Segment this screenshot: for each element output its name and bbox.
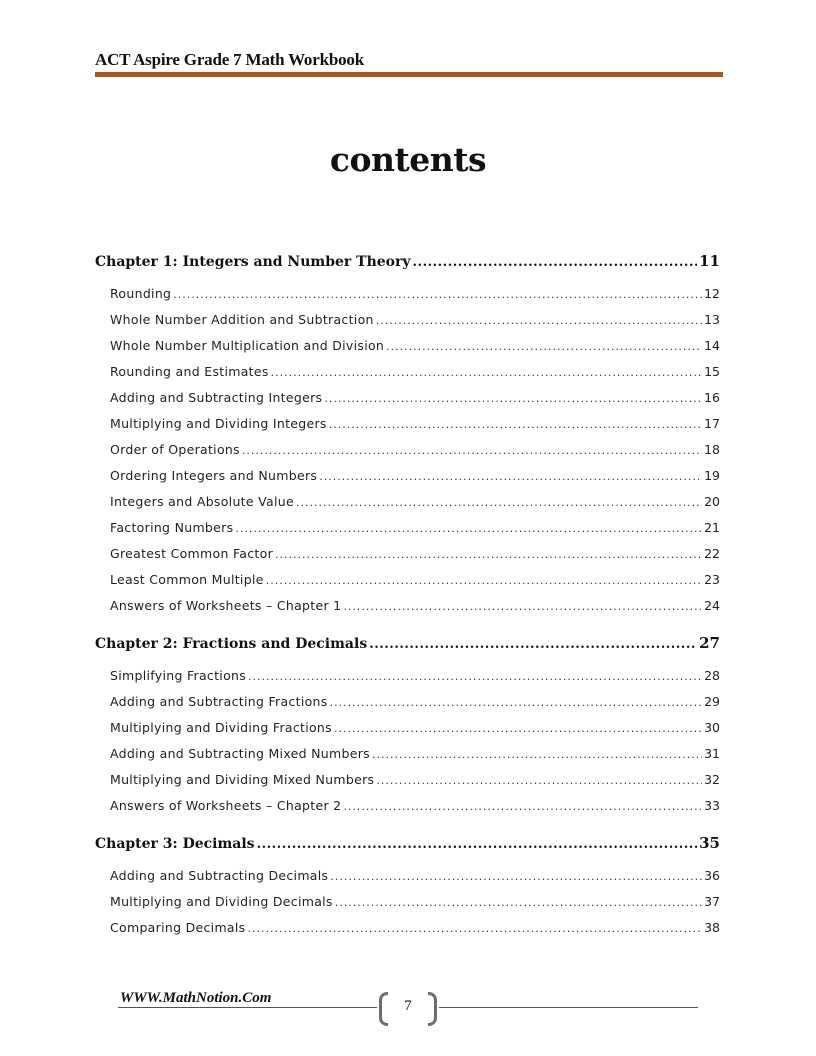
toc-entry[interactable] — [110, 694, 720, 720]
dot-leader — [376, 314, 702, 327]
table-of-contents — [95, 252, 720, 956]
entry-title: Least Common Multiple — [110, 572, 264, 587]
toc-entry[interactable] — [110, 364, 720, 390]
dot-leader — [386, 340, 702, 353]
entry-page-number: 12 — [704, 286, 720, 301]
entry-title: Whole Number Addition and Subtraction — [110, 312, 374, 327]
entry-title: Multiplying and Dividing Fractions — [110, 720, 332, 735]
dot-leader — [334, 722, 702, 735]
entry-title: Order of Operations — [110, 442, 240, 457]
entry-title: Rounding and Estimates — [110, 364, 269, 379]
entry-title: Simplifying Fractions — [110, 668, 247, 683]
dot-leader — [343, 600, 702, 613]
chapter-page-number: 27 — [699, 634, 720, 652]
toc-entry[interactable] — [110, 546, 720, 572]
entry-page-number: 16 — [704, 390, 720, 405]
dot-leader — [330, 870, 702, 883]
entry-page-number: 30 — [704, 720, 720, 735]
entry-page-number: 37 — [704, 894, 720, 909]
entry-page-number: 36 — [704, 868, 720, 883]
entry-title: Adding and Subtracting Decimals — [110, 868, 329, 883]
entry-title: Rounding — [110, 286, 172, 301]
dot-leader — [235, 522, 702, 535]
entry-page-number: 22 — [704, 546, 720, 561]
entry-page-number: 19 — [704, 468, 720, 483]
dot-leader — [173, 288, 702, 301]
entry-page-number: 31 — [704, 746, 720, 761]
chapter-1-entries — [95, 286, 720, 624]
entry-page-number: 38 — [704, 920, 720, 935]
toc-chapter-2[interactable] — [95, 634, 720, 660]
toc-entry[interactable] — [110, 772, 720, 798]
entry-title: Adding and Subtracting Fractions — [110, 694, 328, 709]
toc-entry[interactable] — [110, 598, 720, 624]
chapter-title: Chapter 2: Fractions and Decimals — [95, 636, 368, 652]
toc-chapter-3[interactable] — [95, 834, 720, 860]
entry-title: Greatest Common Factor — [110, 546, 274, 561]
dot-leader — [372, 748, 702, 761]
toc-entry[interactable] — [110, 468, 720, 494]
toc-entry[interactable] — [110, 668, 720, 694]
dot-leader — [296, 496, 702, 509]
entry-page-number: 17 — [704, 416, 720, 431]
dot-leader — [343, 800, 702, 813]
entry-page-number: 20 — [704, 494, 720, 509]
toc-entry[interactable] — [110, 286, 720, 312]
footer-page-box — [377, 992, 439, 1022]
entry-page-number: 23 — [704, 572, 720, 587]
header-rule — [95, 72, 723, 77]
dot-leader — [242, 444, 702, 457]
toc-entry[interactable] — [110, 442, 720, 468]
entry-title: Factoring Numbers — [110, 520, 234, 535]
entry-page-number: 14 — [704, 338, 720, 353]
page-number: 7 — [404, 998, 412, 1014]
dot-leader — [248, 670, 702, 683]
toc-chapter-1[interactable] — [95, 252, 720, 278]
entry-page-number: 13 — [704, 312, 720, 327]
entry-page-number: 32 — [704, 772, 720, 787]
entry-title: Whole Number Multiplication and Division — [110, 338, 385, 353]
dot-leader — [413, 255, 698, 270]
dot-leader — [319, 470, 702, 483]
dot-leader — [257, 837, 698, 852]
entry-title: Multiplying and Dividing Decimals — [110, 894, 333, 909]
toc-entry[interactable] — [110, 312, 720, 338]
toc-entry[interactable] — [110, 494, 720, 520]
entry-page-number: 15 — [704, 364, 720, 379]
dot-leader — [335, 896, 702, 909]
entry-title: Integers and Absolute Value — [110, 494, 294, 509]
entry-title: Answers of Worksheets – Chapter 2 — [110, 798, 342, 813]
toc-entry[interactable] — [110, 572, 720, 598]
entry-title: Adding and Subtracting Integers — [110, 390, 323, 405]
dot-leader — [330, 696, 703, 709]
entry-title: Multiplying and Dividing Integers — [110, 416, 327, 431]
toc-entry[interactable] — [110, 416, 720, 442]
entry-page-number: 29 — [704, 694, 720, 709]
toc-entry[interactable] — [110, 798, 720, 824]
toc-entry[interactable] — [110, 868, 720, 894]
toc-entry[interactable] — [110, 338, 720, 364]
dot-leader — [275, 548, 702, 561]
dot-leader — [271, 366, 702, 379]
dot-leader — [324, 392, 702, 405]
dot-leader — [247, 922, 702, 935]
running-title: ACT Aspire Grade 7 Math Workbook — [95, 50, 364, 69]
footer-website: WWW.MathNotion.Com — [120, 990, 275, 1007]
entry-page-number: 28 — [704, 668, 720, 683]
toc-entry[interactable] — [110, 520, 720, 546]
dot-leader — [329, 418, 702, 431]
page-title: contents — [329, 140, 487, 179]
entry-title: Adding and Subtracting Mixed Numbers — [110, 746, 370, 761]
entry-title: Multiplying and Dividing Mixed Numbers — [110, 772, 375, 787]
chapter-title: Chapter 3: Decimals — [95, 836, 255, 852]
dot-leader — [266, 574, 702, 587]
dot-leader — [376, 774, 702, 787]
chapter-page-number: 35 — [699, 834, 720, 852]
chapter-2-entries — [95, 668, 720, 824]
toc-entry[interactable] — [110, 894, 720, 920]
entry-page-number: 21 — [704, 520, 720, 535]
chapter-page-number: 11 — [699, 252, 720, 270]
entry-page-number: 24 — [704, 598, 720, 613]
entry-title: Answers of Worksheets – Chapter 1 — [110, 598, 342, 613]
toc-entry[interactable] — [110, 720, 720, 746]
toc-entry[interactable] — [110, 746, 720, 772]
chapter-3-entries — [95, 868, 720, 946]
toc-entry[interactable] — [110, 390, 720, 416]
entry-title: Ordering Integers and Numbers — [110, 468, 318, 483]
entry-title: Comparing Decimals — [110, 920, 246, 935]
right-brace-icon — [428, 992, 437, 1026]
entry-page-number: 33 — [704, 798, 720, 813]
chapter-title: Chapter 1: Integers and Number Theory — [95, 254, 411, 270]
entry-page-number: 18 — [704, 442, 720, 457]
dot-leader — [369, 637, 697, 652]
toc-entry[interactable] — [110, 920, 720, 946]
